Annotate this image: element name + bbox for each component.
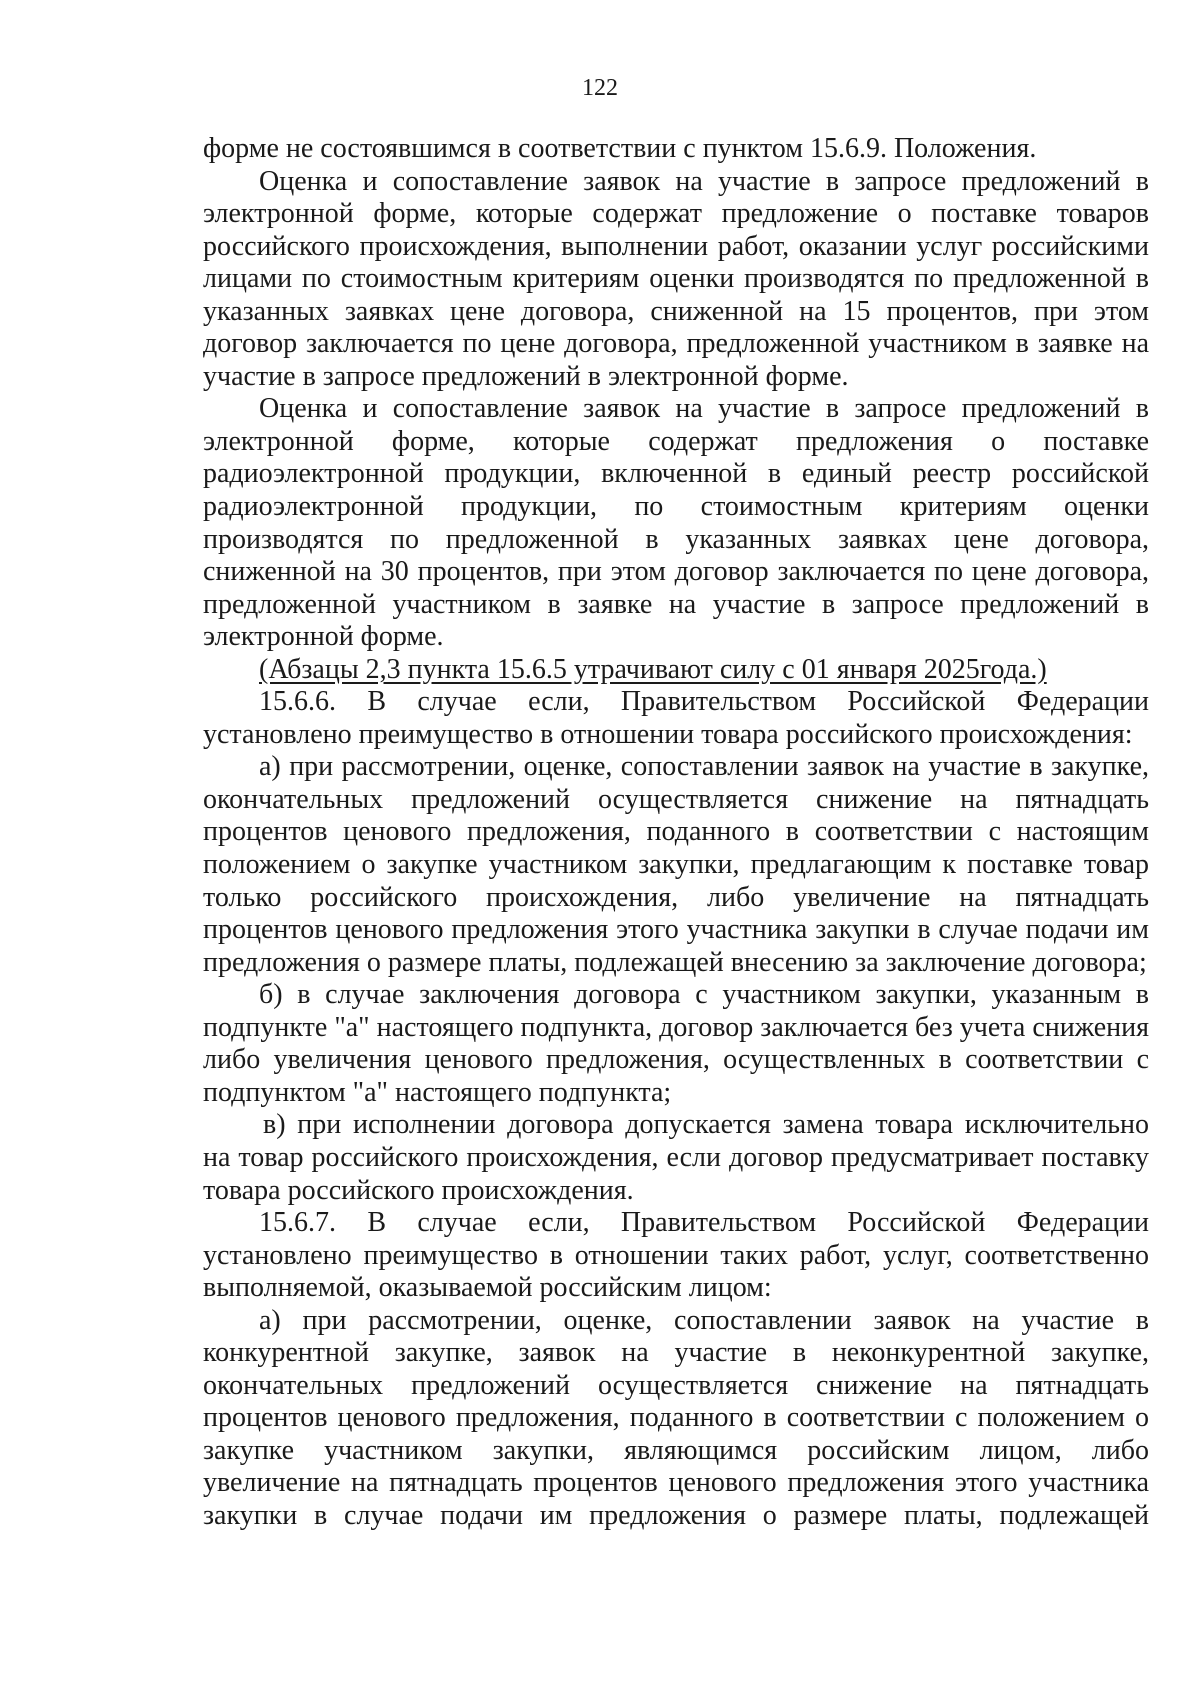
- repeal-note-text: (Абзацы 2,3 пункта 15.6.5 утрачивают силу с 01 января 2025года.): [259, 653, 1047, 685]
- paragraph-15-6-7-a: а) при рассмотрении, оценке, сопоставлении заявок на участие в конкурентной закупке, заявок на участие в неконкурентной закупке, окончательных предложений осуществляется снижение на пятнадцать процентов ценового предложения, поданного в соответствии с положением о закупке участником закупки, являющимся российским лицом, либо увеличение на пятнадцать процентов ценового предложения этого участника закупки в случае подачи им предложения о размере платы, подлежащей: [203, 1304, 1149, 1531]
- paragraph-russian-origin-evaluation: Оценка и сопоставление заявок на участие в запросе предложений в электронной форме, которые содержат предложение о поставке товаров российского происхождения, выполнении работ, оказании услуг российскими лицами по стоимостным критериям оценки производятся по предложенной в указанных заявках цене договора, сниженной на 15 процентов, при этом договор заключается по цене договора, предложенной участником в заявке на участие в запросе предложений в электронной форме.: [203, 165, 1149, 392]
- paragraph-radioelectronic-evaluation: Оценка и сопоставление заявок на участие в запросе предложений в электронной форме, которые содержат предложения о поставке радиоэлектронной продукции, включенной в единый реестр российской радиоэлектронной продукции, по стоимостным критериям оценки производятся по предложенной в указанных заявках цене договора, сниженной на 30 процентов, при этом договор заключается по цене договора, предложенной участником в заявке на участие в запросе предложений в электронной форме.: [203, 393, 1149, 653]
- paragraph-repeal-note: [203, 654, 1149, 687]
- paragraph-15-6-6-b: б) в случае заключения договора с участником закупки, указанным в подпункте "а" настоящего подпункта, договор заключается без учета снижения либо увеличения ценового предложения, осуществленных в соответствии с подпунктом "а" настоящего подпункта;: [203, 979, 1149, 1108]
- paragraph-15-6-7: 15.6.7. В случае если, Правительством Российской Федерации установлено преимущество в отношении таких работ, услуг, соответственно выполняемой, оказываемой российским лицом:: [203, 1207, 1149, 1304]
- paragraph-15-6-6: 15.6.6. В случае если, Правительством Российской Федерации установлено преимущество в отношении товара российского происхождения:: [203, 686, 1149, 750]
- paragraph-continuation: форме не состоявшимся в соответствии с пунктом 15.6.9. Положения.: [203, 133, 1037, 164]
- paragraph-15-6-6-v: в) при исполнении договора допускается замена товара исключительно на товар российского происхождения, если договор предусматривает поставку товара российского происхождения.: [203, 1109, 1149, 1206]
- document-body: [203, 133, 1149, 1533]
- page-number: 122: [582, 75, 618, 101]
- paragraph-15-6-6-a: а) при рассмотрении, оценке, сопоставлении заявок на участие в закупке, окончательных предложений осуществляется снижение на пятнадцать процентов ценового предложения, поданного в соответствии с настоящим положением о закупке участником закупки, предлагающим к поставке товар только российского происхождения, либо увеличение на пятнадцать процентов ценового предложения этого участника закупки в случае подачи им предложения о размере платы, подлежащей внесению за заключение договора;: [203, 751, 1149, 978]
